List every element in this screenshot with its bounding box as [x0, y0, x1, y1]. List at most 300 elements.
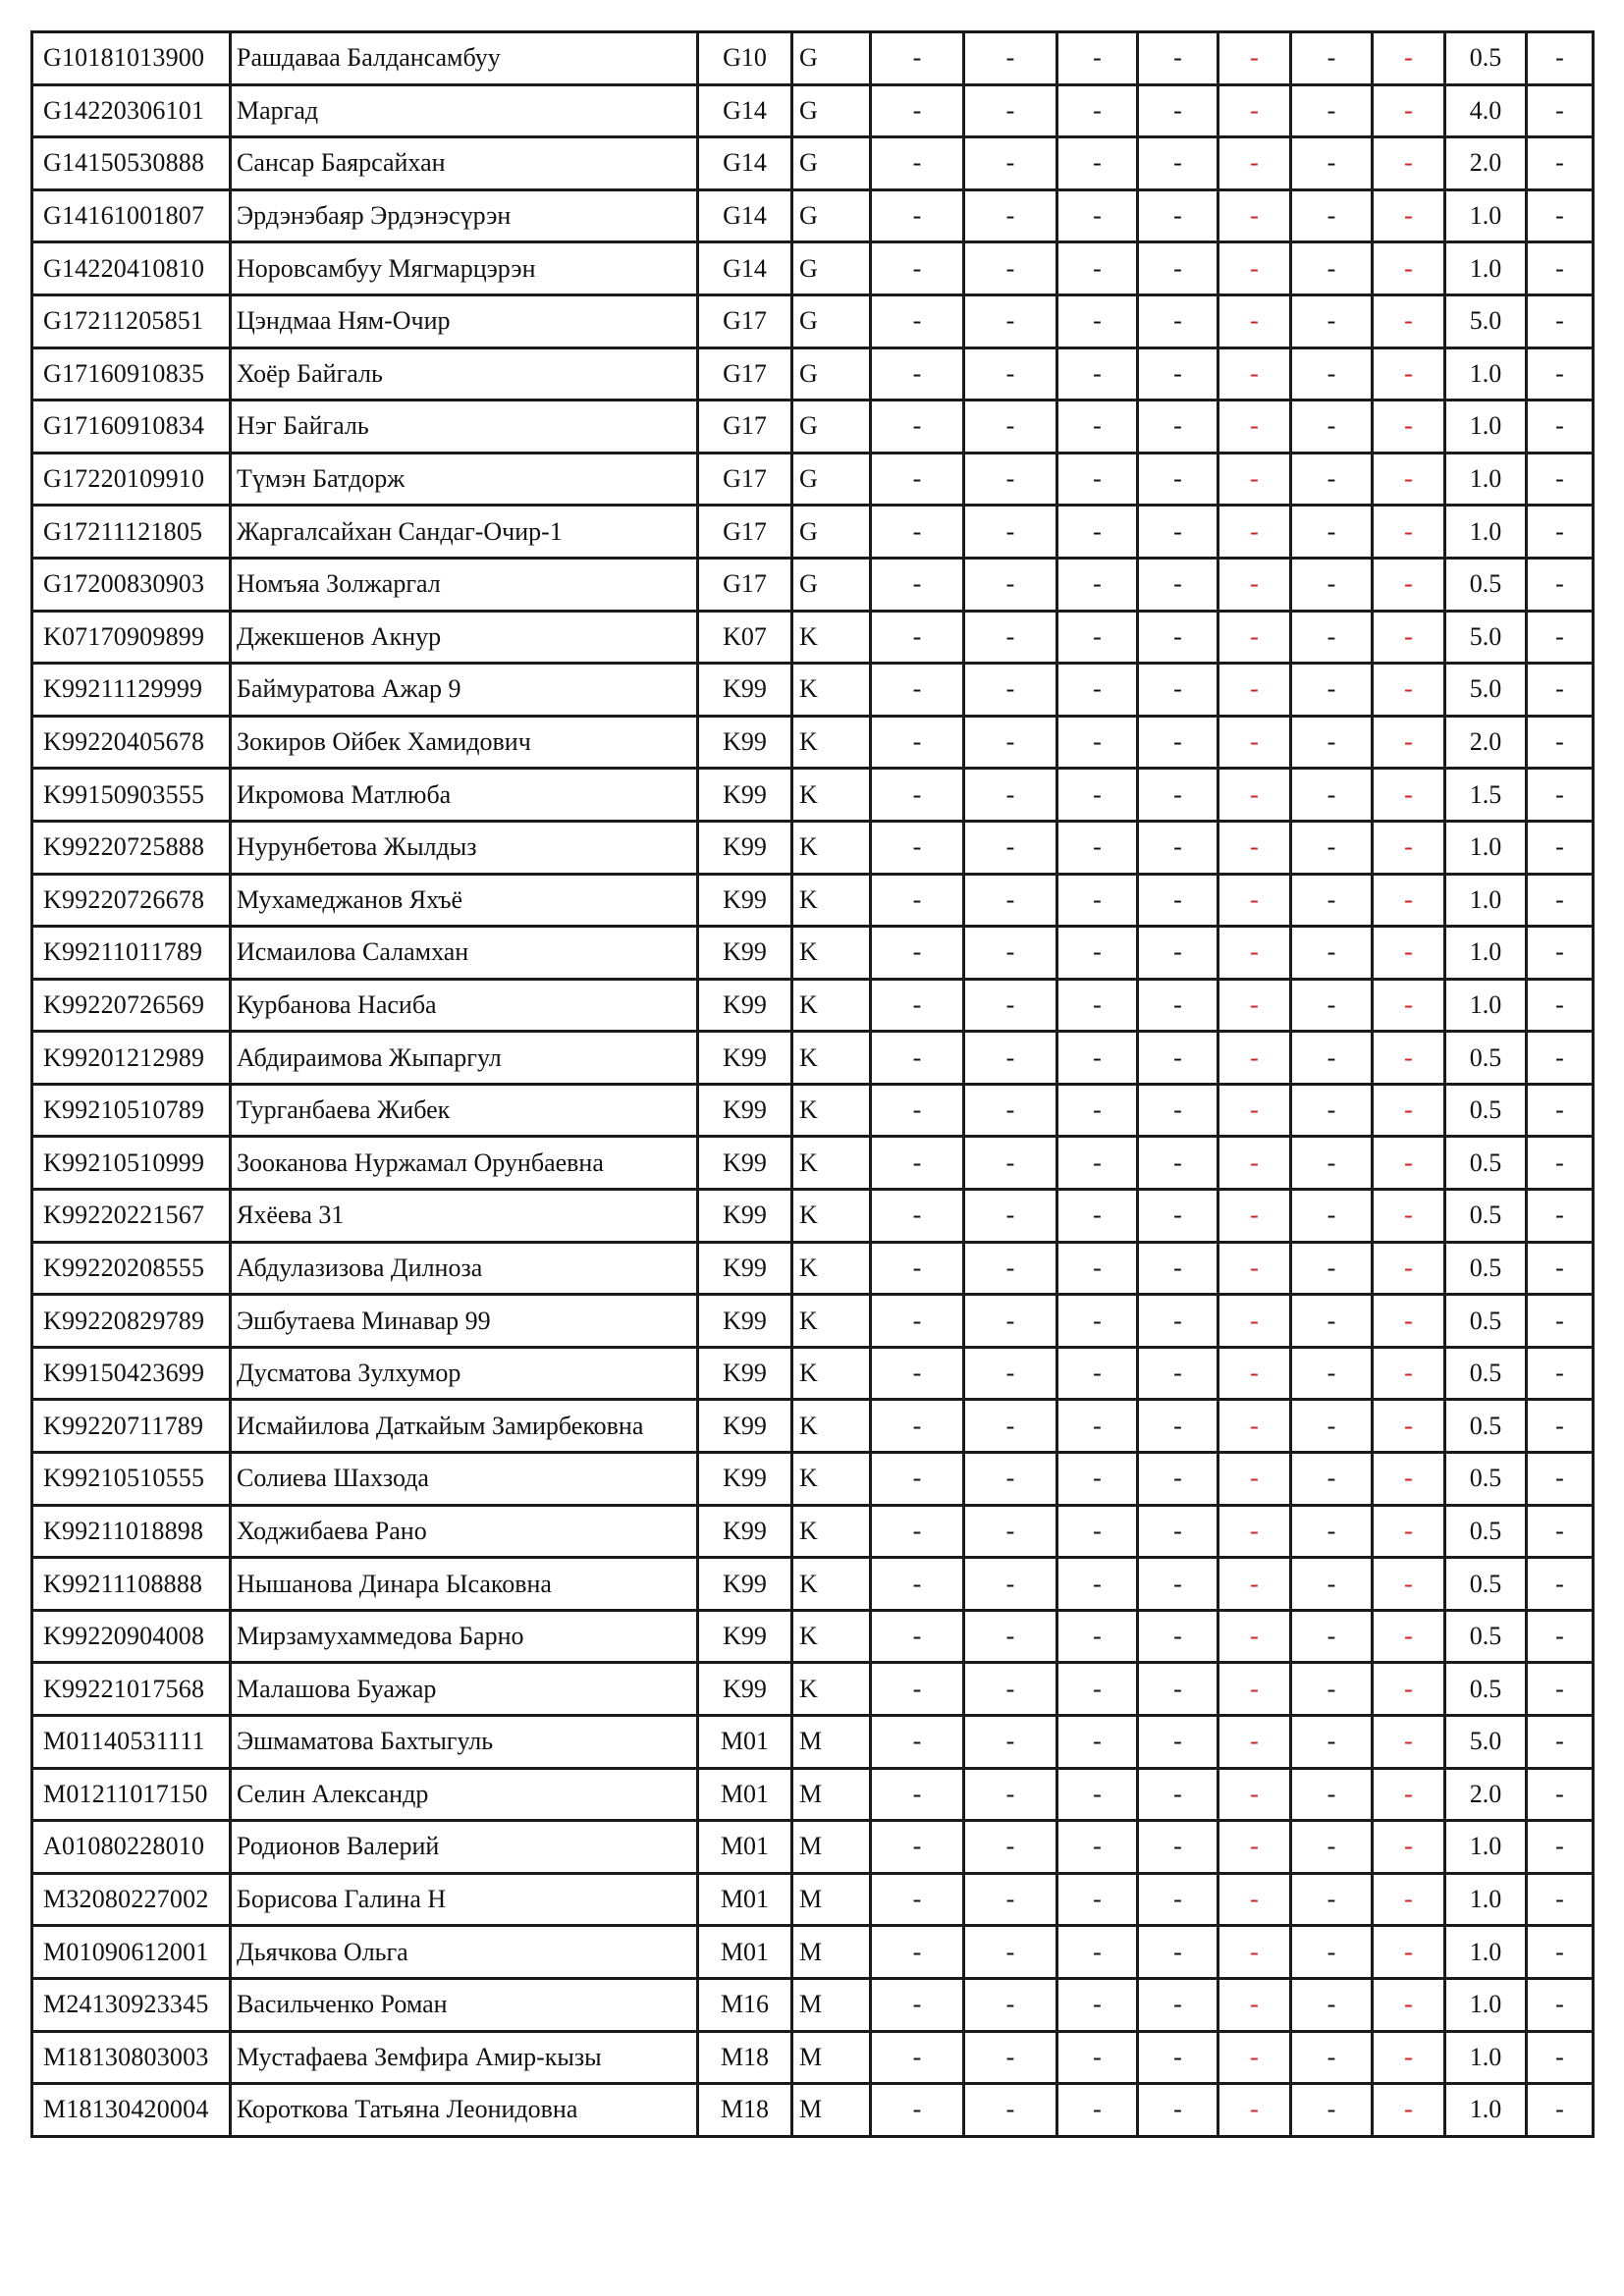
- score-value: 1.0: [1445, 1873, 1527, 1926]
- group-letter: K: [792, 1242, 871, 1295]
- group-code: K99: [698, 1505, 792, 1558]
- score-value: 1.0: [1445, 506, 1527, 559]
- empty-value-cell: -: [1138, 506, 1218, 559]
- group-code: K99: [698, 874, 792, 927]
- group-letter: G: [792, 137, 871, 190]
- score-value: 0.5: [1445, 1137, 1527, 1190]
- empty-value-cell: -: [1057, 1242, 1138, 1295]
- score-value: 1.0: [1445, 1978, 1527, 2031]
- empty-value-cell: -: [1527, 1295, 1594, 1348]
- empty-value-cell: -: [1291, 1453, 1373, 1506]
- participant-code: K99211018898: [32, 1505, 231, 1558]
- empty-value-cell: -: [1218, 769, 1291, 822]
- participant-code: K99150423699: [32, 1347, 231, 1400]
- empty-value-cell: -: [1138, 1347, 1218, 1400]
- empty-value-cell: -: [1218, 1190, 1291, 1243]
- table-row: [32, 2084, 1594, 2137]
- empty-value-cell: -: [871, 453, 964, 506]
- participant-code: G14161001807: [32, 189, 231, 242]
- group-letter: G: [792, 506, 871, 559]
- score-value: 1.0: [1445, 2031, 1527, 2084]
- empty-value-cell: -: [1373, 1558, 1445, 1611]
- empty-value-cell: -: [964, 1821, 1057, 1874]
- empty-value-cell: -: [1218, 1926, 1291, 1979]
- participant-code: M01090612001: [32, 1926, 231, 1979]
- table-row: [32, 1032, 1594, 1085]
- empty-value-cell: -: [1373, 453, 1445, 506]
- participant-code: M01140531111: [32, 1716, 231, 1769]
- empty-value-cell: -: [1138, 874, 1218, 927]
- empty-value-cell: -: [1291, 611, 1373, 664]
- score-value: 2.0: [1445, 1768, 1527, 1821]
- empty-value-cell: -: [1373, 1978, 1445, 2031]
- participant-code: K99210510999: [32, 1137, 231, 1190]
- table-row: [32, 1400, 1594, 1453]
- score-value: 5.0: [1445, 1716, 1527, 1769]
- empty-value-cell: -: [1291, 821, 1373, 874]
- group-letter: M: [792, 1716, 871, 1769]
- group-letter: K: [792, 1400, 871, 1453]
- empty-value-cell: -: [964, 1768, 1057, 1821]
- table-row: [32, 1347, 1594, 1400]
- empty-value-cell: -: [1057, 1137, 1138, 1190]
- empty-value-cell: -: [1057, 769, 1138, 822]
- empty-value-cell: -: [1218, 347, 1291, 400]
- empty-value-cell: -: [1218, 242, 1291, 295]
- empty-value-cell: -: [1373, 1242, 1445, 1295]
- group-code: K99: [698, 769, 792, 822]
- empty-value-cell: -: [1373, 189, 1445, 242]
- participant-name: Курбанова Насиба: [231, 979, 698, 1032]
- group-code: G17: [698, 294, 792, 347]
- empty-value-cell: -: [1138, 611, 1218, 664]
- score-value: 0.5: [1445, 1663, 1527, 1716]
- group-code: M01: [698, 1716, 792, 1769]
- empty-value-cell: -: [1218, 1242, 1291, 1295]
- empty-value-cell: -: [1527, 294, 1594, 347]
- empty-value-cell: -: [1218, 1610, 1291, 1663]
- participant-code: M32080227002: [32, 1873, 231, 1926]
- empty-value-cell: -: [1527, 1558, 1594, 1611]
- group-code: K99: [698, 664, 792, 717]
- group-letter: G: [792, 189, 871, 242]
- empty-value-cell: -: [1291, 716, 1373, 769]
- empty-value-cell: -: [871, 1137, 964, 1190]
- empty-value-cell: -: [1138, 84, 1218, 137]
- empty-value-cell: -: [964, 611, 1057, 664]
- participant-code: K99220405678: [32, 716, 231, 769]
- empty-value-cell: -: [1291, 347, 1373, 400]
- group-code: G14: [698, 189, 792, 242]
- empty-value-cell: -: [1057, 2031, 1138, 2084]
- empty-value-cell: -: [1218, 1978, 1291, 2031]
- empty-value-cell: -: [1527, 1505, 1594, 1558]
- empty-value-cell: -: [1057, 1610, 1138, 1663]
- participant-code: G17211121805: [32, 506, 231, 559]
- empty-value-cell: -: [871, 1190, 964, 1243]
- empty-value-cell: -: [964, 1295, 1057, 1348]
- empty-value-cell: -: [1218, 1347, 1291, 1400]
- empty-value-cell: -: [964, 1663, 1057, 1716]
- empty-value-cell: -: [1373, 1032, 1445, 1085]
- empty-value-cell: -: [1527, 400, 1594, 454]
- empty-value-cell: -: [871, 137, 964, 190]
- group-code: M01: [698, 1768, 792, 1821]
- participant-code: K99220904008: [32, 1610, 231, 1663]
- participant-name: Нэг Байгаль: [231, 400, 698, 454]
- participant-code: G14150530888: [32, 137, 231, 190]
- empty-value-cell: -: [1373, 2084, 1445, 2137]
- empty-value-cell: -: [1218, 1873, 1291, 1926]
- score-value: 0.5: [1445, 1610, 1527, 1663]
- table-row: [32, 347, 1594, 400]
- empty-value-cell: -: [1057, 1768, 1138, 1821]
- participant-code: K99211129999: [32, 664, 231, 717]
- group-letter: M: [792, 1978, 871, 2031]
- empty-value-cell: -: [1291, 453, 1373, 506]
- table-row: [32, 664, 1594, 717]
- group-code: K99: [698, 1084, 792, 1137]
- participant-name: Солиева Шахзода: [231, 1453, 698, 1506]
- empty-value-cell: -: [1373, 979, 1445, 1032]
- empty-value-cell: -: [1527, 1084, 1594, 1137]
- empty-value-cell: -: [1057, 1295, 1138, 1348]
- empty-value-cell: -: [1138, 1084, 1218, 1137]
- empty-value-cell: -: [1218, 84, 1291, 137]
- group-letter: M: [792, 2031, 871, 2084]
- empty-value-cell: -: [964, 137, 1057, 190]
- participant-code: M18130803003: [32, 2031, 231, 2084]
- empty-value-cell: -: [1291, 1926, 1373, 1979]
- empty-value-cell: -: [1373, 821, 1445, 874]
- participant-name: Абдираимова Жыпаргул: [231, 1032, 698, 1085]
- empty-value-cell: -: [1527, 664, 1594, 717]
- empty-value-cell: -: [1057, 1084, 1138, 1137]
- empty-value-cell: -: [1527, 2084, 1594, 2137]
- empty-value-cell: -: [1527, 874, 1594, 927]
- empty-value-cell: -: [871, 716, 964, 769]
- empty-value-cell: -: [1057, 1716, 1138, 1769]
- score-value: 0.5: [1445, 558, 1527, 611]
- participant-name: Икромова Матлюба: [231, 769, 698, 822]
- empty-value-cell: -: [1373, 137, 1445, 190]
- empty-value-cell: -: [964, 1926, 1057, 1979]
- empty-value-cell: -: [964, 453, 1057, 506]
- table-row: [32, 1768, 1594, 1821]
- empty-value-cell: -: [1138, 1768, 1218, 1821]
- empty-value-cell: -: [871, 664, 964, 717]
- score-value: 0.5: [1445, 1505, 1527, 1558]
- empty-value-cell: -: [1291, 1295, 1373, 1348]
- table-row: [32, 1926, 1594, 1979]
- empty-value-cell: -: [964, 1505, 1057, 1558]
- group-code: G17: [698, 558, 792, 611]
- score-value: 1.0: [1445, 189, 1527, 242]
- empty-value-cell: -: [1291, 189, 1373, 242]
- empty-value-cell: -: [1373, 1610, 1445, 1663]
- empty-value-cell: -: [1218, 821, 1291, 874]
- empty-value-cell: -: [1057, 1190, 1138, 1243]
- table-row: [32, 1242, 1594, 1295]
- table-row: [32, 242, 1594, 295]
- empty-value-cell: -: [1138, 189, 1218, 242]
- empty-value-cell: -: [871, 558, 964, 611]
- group-code: G17: [698, 347, 792, 400]
- empty-value-cell: -: [1138, 1400, 1218, 1453]
- empty-value-cell: -: [1057, 1663, 1138, 1716]
- empty-value-cell: -: [1291, 979, 1373, 1032]
- group-code: K99: [698, 927, 792, 980]
- empty-value-cell: -: [1218, 1400, 1291, 1453]
- empty-value-cell: -: [1291, 1821, 1373, 1874]
- empty-value-cell: -: [1527, 1400, 1594, 1453]
- empty-value-cell: -: [964, 1453, 1057, 1506]
- table-row: [32, 927, 1594, 980]
- empty-value-cell: -: [1373, 32, 1445, 85]
- participant-name: Түмэн Батдорж: [231, 453, 698, 506]
- empty-value-cell: -: [1057, 189, 1138, 242]
- group-letter: M: [792, 1873, 871, 1926]
- empty-value-cell: -: [1527, 1873, 1594, 1926]
- empty-value-cell: -: [1373, 1873, 1445, 1926]
- empty-value-cell: -: [1138, 821, 1218, 874]
- group-letter: K: [792, 611, 871, 664]
- empty-value-cell: -: [1218, 558, 1291, 611]
- table-row: [32, 769, 1594, 822]
- empty-value-cell: -: [964, 821, 1057, 874]
- empty-value-cell: -: [1291, 1084, 1373, 1137]
- participant-name: Сансар Баярсайхан: [231, 137, 698, 190]
- empty-value-cell: -: [964, 506, 1057, 559]
- group-letter: K: [792, 716, 871, 769]
- empty-value-cell: -: [1218, 2031, 1291, 2084]
- score-value: 1.0: [1445, 1821, 1527, 1874]
- empty-value-cell: -: [964, 769, 1057, 822]
- group-letter: K: [792, 769, 871, 822]
- empty-value-cell: -: [1291, 927, 1373, 980]
- participant-code: M18130420004: [32, 2084, 231, 2137]
- empty-value-cell: -: [1138, 1821, 1218, 1874]
- empty-value-cell: -: [1057, 347, 1138, 400]
- table-row: [32, 1873, 1594, 1926]
- group-code: M01: [698, 1821, 792, 1874]
- table-row: [32, 1137, 1594, 1190]
- group-letter: K: [792, 874, 871, 927]
- empty-value-cell: -: [871, 1400, 964, 1453]
- empty-value-cell: -: [1527, 242, 1594, 295]
- empty-value-cell: -: [1057, 979, 1138, 1032]
- empty-value-cell: -: [1527, 1137, 1594, 1190]
- empty-value-cell: -: [1218, 1663, 1291, 1716]
- group-letter: K: [792, 1084, 871, 1137]
- empty-value-cell: -: [1527, 347, 1594, 400]
- group-code: K99: [698, 1663, 792, 1716]
- table-row: [32, 32, 1594, 85]
- score-value: 5.0: [1445, 294, 1527, 347]
- group-letter: G: [792, 242, 871, 295]
- group-letter: G: [792, 347, 871, 400]
- empty-value-cell: -: [1057, 664, 1138, 717]
- empty-value-cell: -: [1527, 1716, 1594, 1769]
- empty-value-cell: -: [1057, 1926, 1138, 1979]
- participant-name: Родионов Валерий: [231, 1821, 698, 1874]
- empty-value-cell: -: [871, 1505, 964, 1558]
- score-value: 1.5: [1445, 769, 1527, 822]
- participant-code: G10181013900: [32, 32, 231, 85]
- group-code: K99: [698, 979, 792, 1032]
- participant-name: Исмайилова Даткайым Замирбековна: [231, 1400, 698, 1453]
- empty-value-cell: -: [1057, 1032, 1138, 1085]
- empty-value-cell: -: [871, 1716, 964, 1769]
- empty-value-cell: -: [1218, 874, 1291, 927]
- group-letter: G: [792, 558, 871, 611]
- participant-code: K99220208555: [32, 1242, 231, 1295]
- empty-value-cell: -: [964, 2084, 1057, 2137]
- empty-value-cell: -: [1057, 558, 1138, 611]
- participant-name: Нышанова Динара Ысаковна: [231, 1558, 698, 1611]
- empty-value-cell: -: [1291, 1768, 1373, 1821]
- group-code: G14: [698, 242, 792, 295]
- empty-value-cell: -: [1373, 1716, 1445, 1769]
- empty-value-cell: -: [1057, 242, 1138, 295]
- empty-value-cell: -: [964, 1242, 1057, 1295]
- empty-value-cell: -: [1527, 1347, 1594, 1400]
- empty-value-cell: -: [1138, 927, 1218, 980]
- empty-value-cell: -: [1291, 32, 1373, 85]
- group-letter: K: [792, 664, 871, 717]
- score-value: 1.0: [1445, 1926, 1527, 1979]
- participant-name: Джекшенов Акнур: [231, 611, 698, 664]
- empty-value-cell: -: [1138, 294, 1218, 347]
- empty-value-cell: -: [1527, 1821, 1594, 1874]
- empty-value-cell: -: [1218, 2084, 1291, 2137]
- group-code: K99: [698, 1295, 792, 1348]
- empty-value-cell: -: [964, 2031, 1057, 2084]
- empty-value-cell: -: [1373, 1347, 1445, 1400]
- empty-value-cell: -: [964, 347, 1057, 400]
- empty-value-cell: -: [1373, 242, 1445, 295]
- participant-code: K99211011789: [32, 927, 231, 980]
- empty-value-cell: -: [1138, 1926, 1218, 1979]
- empty-value-cell: -: [1291, 558, 1373, 611]
- table-row: [32, 716, 1594, 769]
- score-value: 0.5: [1445, 1347, 1527, 1400]
- empty-value-cell: -: [1138, 1242, 1218, 1295]
- empty-value-cell: -: [1057, 506, 1138, 559]
- empty-value-cell: -: [871, 1558, 964, 1611]
- empty-value-cell: -: [1218, 1716, 1291, 1769]
- empty-value-cell: -: [1057, 137, 1138, 190]
- empty-value-cell: -: [1373, 1926, 1445, 1979]
- empty-value-cell: -: [1291, 506, 1373, 559]
- empty-value-cell: -: [1527, 1768, 1594, 1821]
- group-code: G14: [698, 84, 792, 137]
- participant-name: Яхёева 31: [231, 1190, 698, 1243]
- participant-code: K99150903555: [32, 769, 231, 822]
- table-row: [32, 189, 1594, 242]
- participant-name: Зокиров Ойбек Хамидович: [231, 716, 698, 769]
- table-row: [32, 1190, 1594, 1243]
- empty-value-cell: -: [964, 1137, 1057, 1190]
- empty-value-cell: -: [1218, 1558, 1291, 1611]
- participant-code: G17160910835: [32, 347, 231, 400]
- empty-value-cell: -: [1527, 1242, 1594, 1295]
- empty-value-cell: -: [1057, 1873, 1138, 1926]
- participant-name: Турганбаева Жибек: [231, 1084, 698, 1137]
- table-row: [32, 506, 1594, 559]
- group-code: K99: [698, 1032, 792, 1085]
- empty-value-cell: -: [1527, 1610, 1594, 1663]
- empty-value-cell: -: [1527, 558, 1594, 611]
- table-row: [32, 1610, 1594, 1663]
- group-letter: K: [792, 1610, 871, 1663]
- score-value: 1.0: [1445, 874, 1527, 927]
- score-value: 1.0: [1445, 979, 1527, 1032]
- empty-value-cell: -: [964, 716, 1057, 769]
- empty-value-cell: -: [1527, 2031, 1594, 2084]
- empty-value-cell: -: [1373, 1084, 1445, 1137]
- empty-value-cell: -: [964, 664, 1057, 717]
- score-value: 0.5: [1445, 1453, 1527, 1506]
- group-letter: K: [792, 821, 871, 874]
- empty-value-cell: -: [1291, 874, 1373, 927]
- score-value: 0.5: [1445, 32, 1527, 85]
- table-row: [32, 1663, 1594, 1716]
- empty-value-cell: -: [1138, 137, 1218, 190]
- participant-name: Эшбутаева Минавар 99: [231, 1295, 698, 1348]
- empty-value-cell: -: [1138, 400, 1218, 454]
- table-body: [32, 32, 1594, 2137]
- table-row: [32, 1716, 1594, 1769]
- empty-value-cell: -: [964, 558, 1057, 611]
- group-code: M01: [698, 1873, 792, 1926]
- participant-code: G17160910834: [32, 400, 231, 454]
- empty-value-cell: -: [964, 294, 1057, 347]
- empty-value-cell: -: [1218, 506, 1291, 559]
- group-letter: G: [792, 400, 871, 454]
- empty-value-cell: -: [871, 1347, 964, 1400]
- empty-value-cell: -: [1218, 1295, 1291, 1348]
- score-value: 2.0: [1445, 716, 1527, 769]
- empty-value-cell: -: [1373, 769, 1445, 822]
- group-letter: K: [792, 1558, 871, 1611]
- empty-value-cell: -: [964, 189, 1057, 242]
- empty-value-cell: -: [1373, 1768, 1445, 1821]
- group-letter: G: [792, 84, 871, 137]
- table-row: [32, 1558, 1594, 1611]
- participant-name: Малашова Буажар: [231, 1663, 698, 1716]
- participant-code: G17211205851: [32, 294, 231, 347]
- participant-name: Селин Александр: [231, 1768, 698, 1821]
- empty-value-cell: -: [1291, 1716, 1373, 1769]
- empty-value-cell: -: [871, 32, 964, 85]
- empty-value-cell: -: [1527, 453, 1594, 506]
- empty-value-cell: -: [1057, 611, 1138, 664]
- empty-value-cell: -: [1291, 137, 1373, 190]
- empty-value-cell: -: [871, 189, 964, 242]
- empty-value-cell: -: [1527, 506, 1594, 559]
- empty-value-cell: -: [1373, 1505, 1445, 1558]
- empty-value-cell: -: [1218, 716, 1291, 769]
- empty-value-cell: -: [1057, 874, 1138, 927]
- empty-value-cell: -: [964, 979, 1057, 1032]
- empty-value-cell: -: [1373, 294, 1445, 347]
- empty-value-cell: -: [871, 1663, 964, 1716]
- empty-value-cell: -: [1291, 1400, 1373, 1453]
- empty-value-cell: -: [1527, 32, 1594, 85]
- participant-code: K99220221567: [32, 1190, 231, 1243]
- participant-name: Ходжибаева Рано: [231, 1505, 698, 1558]
